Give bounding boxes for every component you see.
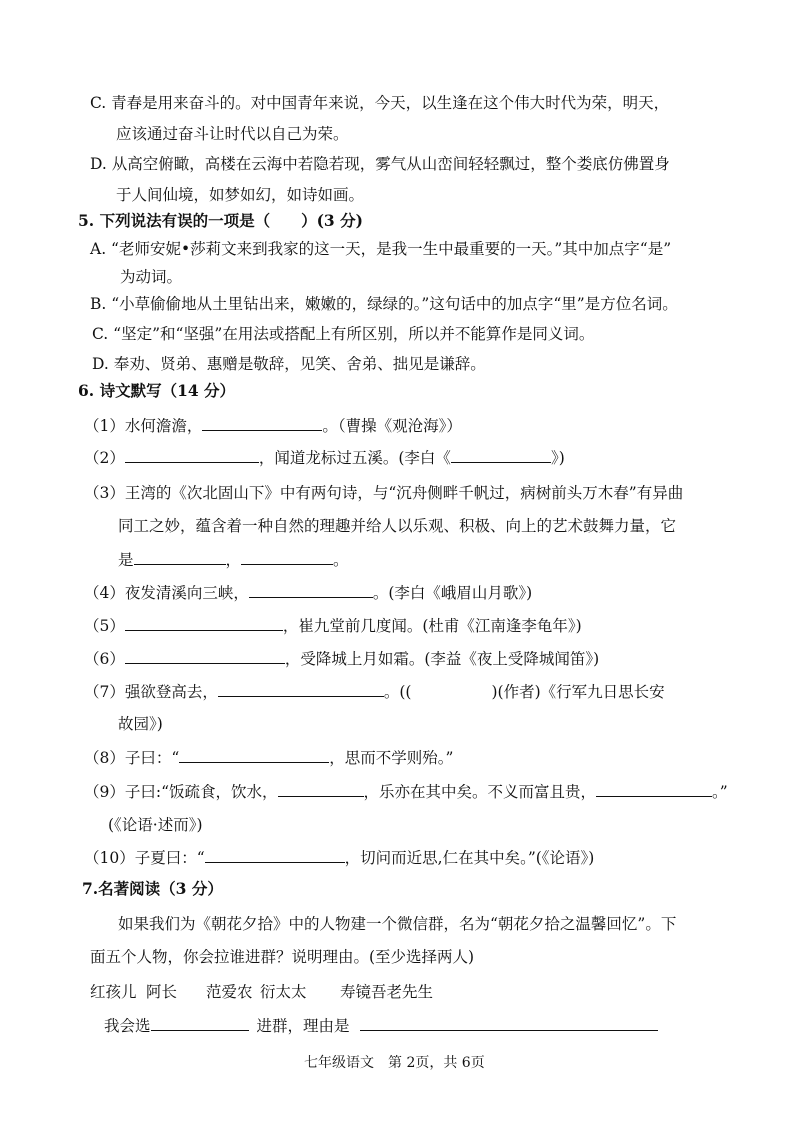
answer-blank[interactable]	[249, 582, 373, 598]
character-name: 寿镜吾老先生	[340, 983, 434, 1001]
answer-blank[interactable]	[125, 615, 283, 631]
q6-item-3-line1: （3）王湾的《次北固山下》中有两句诗，与“沉舟侧畔千帆过，病树前头万木春”有异曲	[84, 484, 684, 502]
q5-option-c: C. “坚定”和“坚强”在用法或搭配上有所区别，所以并不能算作是同义词。	[92, 325, 595, 343]
q6-item-6-num: （6）	[84, 650, 125, 668]
q6-item-4-source: 。(李白《峨眉山月歌》)	[372, 584, 533, 602]
answer-blank[interactable]	[205, 847, 345, 863]
character-name: 阿长	[146, 983, 178, 1001]
q6-item-4	[84, 582, 532, 604]
q6-item-3-end: 。	[333, 551, 349, 569]
answer-blank[interactable]	[202, 415, 322, 431]
q6-item-6-text: ，受降城上月如霜。(李益《夜上受降城闻笛》)	[284, 650, 600, 668]
q6-item-7-line2: 故园》)	[118, 715, 163, 733]
character-name: 范爱农	[206, 983, 253, 1001]
q5-title: 5. 下列说法有误的一项是（ ）(3 分)	[78, 211, 363, 230]
answer-blank[interactable]	[218, 681, 384, 697]
q5-option-a-line2: 为动词。	[120, 268, 183, 286]
answer-blank[interactable]	[278, 781, 364, 797]
q6-item-1-source: 。（曹操《观沧海》）	[322, 417, 462, 435]
q6-item-8-text: （8）子曰：“	[84, 749, 180, 767]
q6-item-7-paren: 。((	[383, 683, 412, 701]
answer-blank[interactable]	[125, 648, 285, 664]
q6-item-3-comma: ，	[225, 551, 242, 569]
answer-blank[interactable]	[596, 781, 712, 797]
q4-option-d-line2: 于人间仙境，如梦如幻，如诗如画。	[116, 186, 365, 204]
q7-paragraph-line2: 面五个人物，你会拉谁进群？说明理由。(至少选择两人)	[90, 948, 475, 966]
q6-item-8	[84, 747, 453, 769]
q7-answer-lead: 我会选	[104, 1017, 151, 1035]
q6-title: 6. 诗文默写（14 分）	[78, 381, 236, 400]
q6-item-6	[84, 648, 599, 670]
q6-item-2-close: 》)	[550, 449, 565, 467]
q6-item-2-text: ，闻道龙标过五溪。(李白《	[258, 449, 451, 467]
q6-item-1	[84, 415, 462, 437]
answer-blank[interactable]	[134, 549, 226, 565]
page-footer: 七年级语文 第 2页，共 6页	[304, 1055, 485, 1071]
answer-blank[interactable]	[451, 447, 551, 463]
q6-item-3-lead: 是	[118, 551, 134, 569]
q6-item-9	[84, 781, 728, 803]
q6-item-3-line2: 同工之妙，蕴含着一种自然的理趣并给人以乐观、积极、向上的艺术鼓舞力量，它	[118, 517, 677, 535]
q6-item-2	[84, 447, 565, 469]
q6-item-9-mid: ，乐亦在其中矣。不义而富且贵，	[363, 783, 597, 801]
q6-item-3-line3	[118, 549, 349, 571]
q6-item-10-text: （10）子夏曰：“	[84, 849, 205, 867]
q7-answer-line	[104, 1015, 658, 1037]
q6-item-7-text: （7）强欲登高去，	[84, 683, 218, 701]
q7-paragraph-line1: 如果我们为《朝花夕拾》中的人物建一个微信群，名为“朝花夕拾之温馨回忆”。下	[118, 915, 677, 933]
q6-item-7	[84, 681, 665, 703]
q6-item-9-text: （9）子曰:“饭疏食，饮水，	[84, 783, 278, 801]
q6-item-5-num: （5）	[84, 617, 125, 635]
q6-item-2-num: （2）	[84, 449, 125, 467]
q6-item-10-end: ，切问而近思,仁在其中矣。”(《论语》)	[344, 849, 595, 867]
q6-item-8-end: ，思而不学则殆。”	[329, 749, 454, 767]
answer-blank[interactable]	[241, 549, 333, 565]
character-name: 衍太太	[260, 983, 307, 1001]
q7-title: 7.名著阅读（3 分）	[82, 879, 223, 898]
q6-item-10	[84, 847, 594, 869]
q6-item-1-text: （1）水何澹澹，	[84, 417, 203, 435]
q6-item-5	[84, 615, 582, 637]
q6-item-9-end: 。”	[712, 783, 728, 801]
answer-blank[interactable]	[179, 747, 329, 763]
q6-item-4-text: （4）夜发清溪向三峡，	[84, 584, 249, 602]
q4-option-c-line2: 应该通过奋斗让时代以自己为荣。	[116, 125, 349, 143]
answer-blank[interactable]	[360, 1015, 658, 1031]
q5-option-b: B. “小草偷偷地从土里钻出来，嫩嫩的，绿绿的。”这句话中的加点字“里”是方位名词。	[90, 295, 678, 313]
q6-item-5-text: ，崔九堂前几度闻。(杜甫《江南逢李龟年》)	[282, 617, 582, 635]
character-name: 红孩儿	[90, 983, 137, 1001]
q4-option-d-line1: D. 从高空俯瞰，高楼在云海中若隐若现，雾气从山峦间轻轻飘过，整个娄底仿佛置身	[90, 155, 670, 173]
q4-option-c-line1: C. 青春是用来奋斗的。对中国青年来说，今天，以生逢在这个伟大时代为荣，明天，	[90, 94, 670, 112]
q6-item-7-source: )(作者)《行军九日思长安	[491, 683, 665, 701]
q5-option-d: D. 奉劝、贤弟、惠赠是敬辞，见笑、舍弟、拙见是谦辞。	[92, 355, 486, 373]
answer-blank[interactable]	[125, 447, 259, 463]
answer-blank[interactable]	[151, 1015, 249, 1031]
q5-option-a-line1: A. “老师安妮•莎莉文来到我家的这一天，是我一生中最重要的一天。”其中加点字“是”	[90, 240, 672, 258]
q6-item-9-source: (《论语·述而》)	[108, 816, 203, 834]
q7-answer-reason-label: 进群，理由是	[256, 1017, 350, 1035]
